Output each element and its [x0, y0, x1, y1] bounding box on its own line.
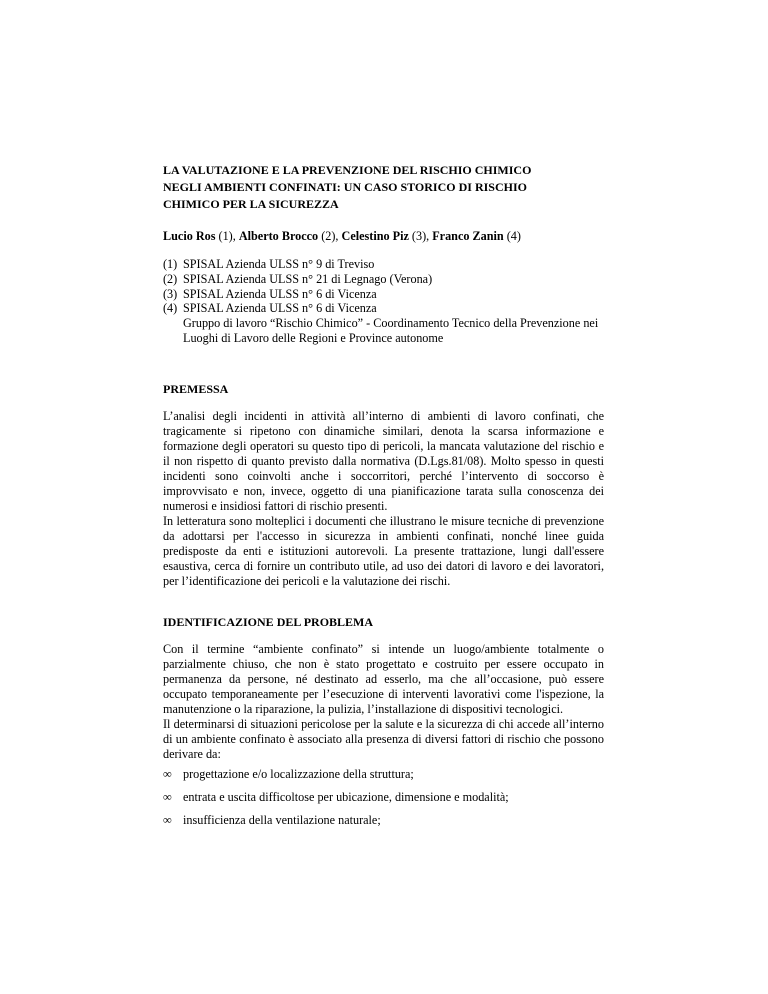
author-name: Franco Zanin — [432, 229, 504, 243]
title-line: LA VALUTAZIONE E LA PREVENZIONE DEL RISCHIO CHIMICO — [163, 163, 532, 177]
affiliation-text: SPISAL Azienda ULSS n° 9 di Treviso — [183, 257, 375, 271]
section-heading-premessa: PREMESSA — [163, 381, 229, 396]
author-name: Celestino Piz — [341, 229, 409, 243]
list-item — [163, 790, 604, 805]
affiliation-list — [163, 257, 604, 316]
author-name: Alberto Brocco — [238, 229, 319, 243]
list-item-text: progettazione e/o localizzazione della struttura; — [183, 766, 414, 781]
list-item — [163, 767, 604, 782]
document-body — [163, 162, 604, 836]
affiliation-item — [163, 272, 604, 287]
author-ref: (2), — [318, 229, 342, 243]
affiliation-number: (2) — [163, 271, 178, 286]
author-list — [163, 228, 604, 244]
risk-factor-list — [163, 767, 604, 828]
title-line: NEGLI AMBIENTI CONFINATI: UN CASO STORICO DI RISCHIO — [163, 180, 527, 194]
paragraph: Con il termine “ambiente confinato” si intende un luogo/ambiente totalmente o parzialmente chiuso, che non è stato progettato e costruito per essere occupato in permanenza da persone, né destinato ad esserlo, ma che all’occasione, può essere occupato temporaneamente per l’esecuzione di interventi lavorativi come l'ispezione, la manutenzione o la riparazione, la pulizia, l’installazione di dispositivi tecnologici. — [163, 641, 604, 716]
paragraph: Il determinarsi di situazioni pericolose per la salute e la sicurezza di chi accede all’interno di un ambiente confinato è associato alla presenza di diversi fattori di rischio che possono derivare da: — [163, 716, 604, 761]
paragraph: In letteratura sono molteplici i documenti che illustrano le misure tecniche di prevenzione da adottarsi per l'accesso in sicurezza in ambienti confinati, nonché linee guida predisposte da enti e istituzioni autorevoli. La presente trattazione, lungi dall'essere esaustiva, cerca di fornire un contributo utile, ad uso dei datori di lavoro e dei lavoratori, per l’identificazione dei pericoli e la valutazione dei rischi. — [163, 513, 604, 588]
affiliation-text: SPISAL Azienda ULSS n° 6 di Vicenza — [183, 286, 377, 301]
affiliation-item — [163, 257, 604, 272]
list-item-text: entrata e uscita difficoltose per ubicazione, dimensione e modalità; — [183, 789, 509, 804]
affiliation-number: (1) — [163, 257, 178, 271]
affiliation-item — [163, 287, 604, 302]
document-title — [163, 162, 604, 213]
section-heading-identificazione: IDENTIFICAZIONE DEL PROBLEMA — [163, 614, 374, 629]
affiliation-note: Gruppo di lavoro “Rischio Chimico” - Coordinamento Tecnico della Prevenzione nei Luoghi di Lavoro delle Regioni e Province autonome — [183, 316, 599, 345]
bullet-infinity-icon: ∞ — [163, 812, 172, 827]
title-line: CHIMICO PER LA SICUREZZA — [163, 197, 339, 211]
list-item — [163, 813, 604, 828]
bullet-infinity-icon: ∞ — [163, 789, 172, 804]
affiliation-text: SPISAL Azienda ULSS n° 21 di Legnago (Verona) — [183, 271, 433, 286]
author-name: Lucio Ros — [163, 229, 216, 243]
author-ref: (3), — [408, 229, 433, 243]
affiliation-item — [163, 301, 604, 316]
affiliation-number: (3) — [163, 286, 178, 301]
list-item-text: insufficienza della ventilazione naturale; — [183, 812, 381, 827]
author-ref: (4) — [503, 229, 521, 243]
affiliation-number: (4) — [163, 301, 178, 316]
affiliation-text: SPISAL Azienda ULSS n° 6 di Vicenza — [183, 301, 377, 316]
bullet-infinity-icon: ∞ — [163, 766, 172, 781]
paragraph: L’analisi degli incidenti in attività all’interno di ambienti di lavoro confinati, che tragicamente si ripetono con dinamiche similari, denota la scarsa informazione e formazione degli operatori su questo tipo di pericoli, la mancata valutazione del rischio e il non rispetto di quanto previsto dalla normativa (D.Lgs.81/08). Molto spesso in questi incidenti sono coinvolti anche i soccorritori, perché l’intervento di soccorso è improvvisato e non, invece, oggetto di una pianificazione tarata sulla conoscenza dei numerosi e insidiosi fattori di rischio presenti. — [163, 408, 604, 513]
author-ref: (1), — [215, 229, 239, 243]
